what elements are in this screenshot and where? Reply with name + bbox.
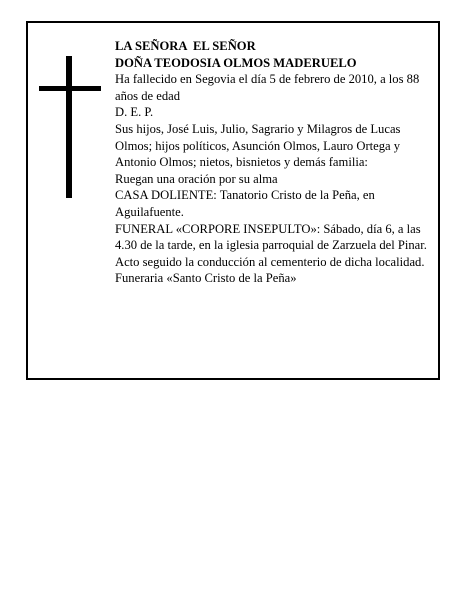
cross-vertical-bar (66, 56, 72, 198)
notice-text (115, 38, 435, 287)
prayer-request: Ruegan una oración por su alma (115, 171, 278, 186)
family-list: Sus hijos, José Luis, Julio, Sagrario y Milagros de Lucas Olmos; hijos políticos, Asunción Olmos, Lauro Ortega y Antonio Olmos; nietos, bisnietos y demás familia: (115, 121, 401, 170)
heading-line-1: LA SEÑORA EL SEÑOR (115, 39, 256, 53)
cross-horizontal-bar (39, 86, 101, 91)
death-announcement: Ha fallecido en Segovia el día 5 de febrero de 2010, a los 88 años de edad (115, 72, 420, 103)
rip: D. E. P. (115, 105, 154, 120)
funeral-details: FUNERAL «CORPORE INSEPULTO»: Sábado, día 6, a las 4.30 de la tarde, en la iglesia parroquial de Zarzuela del Pinar. Acto seguido la conducción al cementerio de dicha localidad. (115, 221, 427, 269)
funeral-company: Funeraria «Santo Cristo de la Peña» (115, 271, 297, 286)
obituary-notice (26, 21, 440, 380)
cross-icon (39, 56, 101, 198)
funeral-home-location: CASA DOLIENTE: Tanatorio Cristo de la Peña, en Aguilafuente. (115, 188, 375, 219)
heading-line-2: DOÑA TEODOSIA OLMOS MADERUELO (115, 55, 357, 70)
